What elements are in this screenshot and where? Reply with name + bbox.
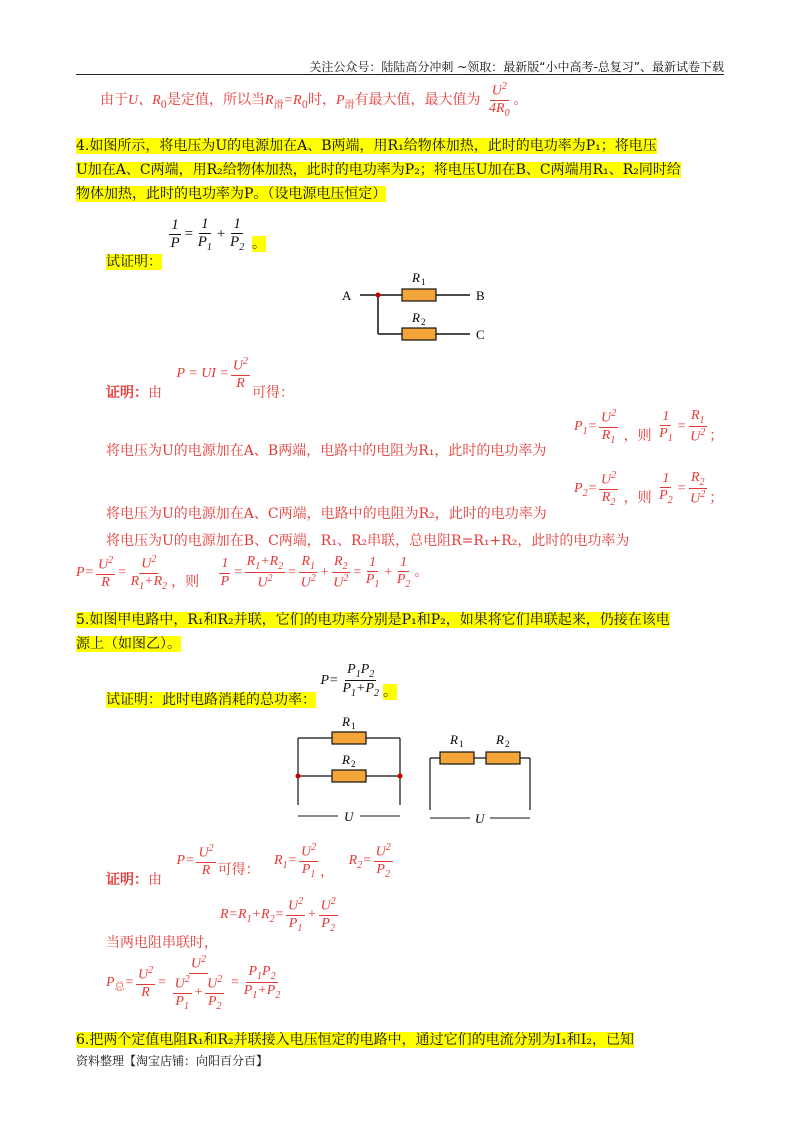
q5-text: 5.如图甲电路中，R₁和R₂并联，它们的电功率分别是P₁和P₂，如果将它们串联起来，仍接在该电 源上（如图乙）。 <box>76 612 670 652</box>
prev-answer-line: 由于U、$R_0$是定值，所以当$R_滑=R_0$时，$P_滑$有最大值，最大值为 $\frac{U^2}{4R_0}$ 。 <box>100 80 528 119</box>
proof4-formula-p2: $P_2=$ $\frac{U^2}{R_2}$ ，则 $\frac{1}{P_2}$ = $\frac{R_2}{U^2}$ ； <box>574 470 724 508</box>
circuit-diagram-1 <box>330 262 530 352</box>
proof5-series-resistance: $R=R_1+R_2=$ $\frac{U^2}{P_1}$ + $\frac{U^2}{P_2}$ <box>220 896 336 934</box>
r2-label: R <box>412 310 420 325</box>
q4-text: 4.如图所示，将电压为U的电源加在A、B两端，用R₁给物体加热，此时的电功率为P₁；将电压 U加在A、C两端，用R₂给物体加热，此时的电功率为P₂；将电压U加在B、C两端用R₁、R₂同时给 物体加热，此时的电功率为P。（设电源电压恒定） <box>76 138 681 202</box>
node-c-label: C <box>476 327 485 342</box>
page-header: 关注公众号：陆陆高分冲刺 ~领取：最新版“小中高考-总复习”、最新试卷下载 <box>309 60 724 74</box>
svg-text:2: 2 <box>351 759 356 769</box>
svg-text:R: R <box>342 714 350 729</box>
svg-text:2: 2 <box>505 739 510 749</box>
svg-text:1: 1 <box>421 277 426 287</box>
svg-text:2: 2 <box>421 317 426 327</box>
proof4-line2: 将电压为U的电源加在A、C两端，电路中的电阻为R₂，此时的电功率为 <box>106 506 547 522</box>
proof5-intro: 证明：由 P= $\frac{U^2}{R}$ 可得： $R_1=$ $\frac{U^2}{P_1}$ ， $R_2=$ $\frac{U^2}{P_2}$ <box>106 842 391 889</box>
header-rule <box>76 74 724 75</box>
svg-text:1: 1 <box>351 721 356 731</box>
proof4-formula-p1: $P_1=$ $\frac{U^2}{R_1}$ ，则 $\frac{1}{P_1}$ = $\frac{R_1}{U^2}$ ； <box>574 408 724 446</box>
voltage-label-u-series: U <box>475 811 485 826</box>
proof4-intro: 证明：由 P = UI = $\frac{U^2}{R}$ 可得： <box>106 356 295 402</box>
voltage-label-u: U <box>344 809 354 824</box>
q4-prove: 试证明： $\frac{1}{P}$ = $\frac{1}{P_1}$ + $\frac{1}{P_2}$ 。 <box>106 216 266 271</box>
proof4-formula-series: P= $\frac{U^2}{R}$ = $\frac{U^2}{R_1+R_2}$ ，则 $\frac{1}{P}$ = $\frac{R_1+R_2}{U^2}$ = $\frac{R_1}{U^2}$ + $\frac{R_2}{U^2}$ = $\frac{1}{P_1}$ + $\frac{1}{P_2}$ 。 <box>76 554 429 592</box>
page-footer: 资料整理【淘宝店铺：向阳百分百】 <box>76 1054 269 1068</box>
proof5-series-label: 当两电阻串联时， <box>106 935 218 951</box>
svg-text:R: R <box>450 732 458 747</box>
proof4-line3: 将电压为U的电源加在B、C两端，R₁、R₂串联，总电阻R=R₁+R₂，此时的电功率为 <box>106 533 630 549</box>
circuit-diagram-series <box>426 716 536 826</box>
circuit-diagram-parallel <box>288 710 418 830</box>
r1-label: R <box>412 270 420 285</box>
svg-text:R: R <box>496 732 504 747</box>
node-b-label: B <box>476 288 485 303</box>
q6-text: 6.把两个定值电阻R₁和R₂并联接入电压恒定的电路中，通过它们的电流分别为I₁和I₂，已知 <box>76 1032 634 1048</box>
node-a-label: A <box>342 288 352 303</box>
svg-text:R: R <box>342 752 350 767</box>
proof4-line1: 将电压为U的电源加在A、B两端，电路中的电阻为R₁，此时的电功率为 <box>106 443 547 459</box>
svg-text:1: 1 <box>459 739 464 749</box>
max-power-fraction: $\frac{U^2}{4R_0}$ <box>489 80 510 119</box>
proof5-total-power: $P_总=$ $\frac{U^2}{R}$ = $U^2$ $\frac{U^2}{P_1}$ + $\frac{U^2}{P_2}$ = $\frac{P_1P_2}{P_1+P_2}$ <box>106 954 281 1012</box>
q5-prove: 试证明：此时电路消耗的总功率： P= $\frac{P_1P_2}{P_1+P_2}$ 。 <box>106 662 398 709</box>
